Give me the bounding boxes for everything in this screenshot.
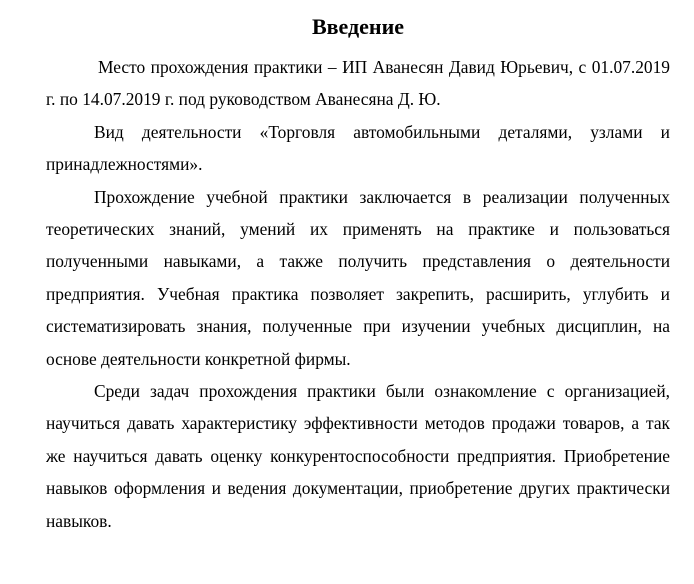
paragraph-practice-tasks: Среди задач прохождения практики были ознакомление с организацией, научиться давать характеристику эффективности методов продажи товаров, а так же научиться давать оценку конкурентоспособности предприятия. Приобретение навыков оформления и ведения документации, приобретение других практически навыков. [46, 381, 670, 531]
paragraph-practice-purpose: Прохождение учебной практики заключается в реализации полученных теоретических знаний, умений их применять на практике и пользоваться полученными навыками, а также получить представления о деятельности предприятия. Учебная практика позволяет закрепить, расширить, углубить и систематизировать знания, полученные при изучении учебных дисциплин, на основе деятельности конкретной фирмы. [46, 186, 670, 369]
paragraph-activity-type: Вид деятельности «Торговля автомобильными деталями, узлами и принадлежностями». [46, 121, 670, 175]
paragraph-practice-place: Место прохождения практики – ИП Аванесян Давид Юрьевич, с 01.07.2019 г. по 14.07.2019 г. под руководством Аванесяна Д. Ю. [46, 57, 670, 110]
document-page [46, 12, 670, 537]
section-title: Введение [311, 14, 405, 39]
